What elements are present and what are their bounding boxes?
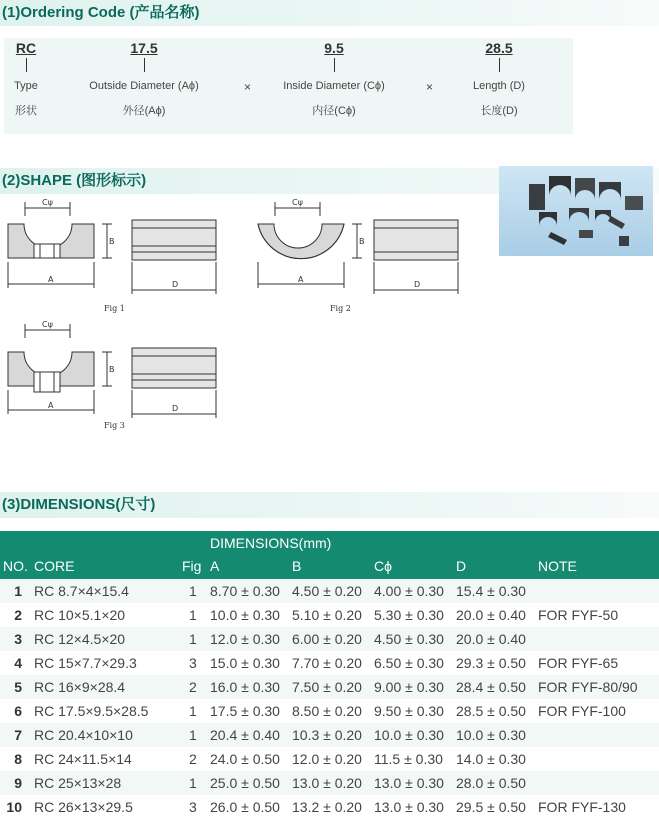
cell-c: 11.5 ± 0.30 <box>374 751 443 767</box>
cell-fig: 1 <box>189 775 197 791</box>
fig-label-c: Cψ <box>42 320 53 329</box>
cell-b: 7.50 ± 0.20 <box>292 679 362 695</box>
ordering-label-en: Outside Diameter (Aϕ) <box>89 80 199 92</box>
dimensions-table <box>0 531 659 819</box>
cell-note: FOR FYF-80/90 <box>538 679 638 695</box>
product-photo <box>499 166 653 256</box>
ordering-item-inside-diameter <box>264 40 404 117</box>
cell-d: 28.0 ± 0.50 <box>456 775 526 791</box>
fig-label-b: B <box>109 237 115 246</box>
cell-c: 6.50 ± 0.30 <box>374 655 444 671</box>
fig-label-d: D <box>414 280 421 289</box>
fig2-diagram <box>250 196 480 302</box>
cell-fig: 1 <box>189 583 197 599</box>
cell-core: RC 17.5×9.5×28.5 <box>34 703 149 719</box>
table-row <box>0 795 659 819</box>
ordering-code-inside-diameter: 9.5 <box>324 40 344 56</box>
cell-no: 7 <box>14 727 22 743</box>
table-row <box>0 603 659 627</box>
ordering-item-length <box>454 40 544 117</box>
table-row <box>0 771 659 795</box>
cell-c: 4.00 ± 0.30 <box>374 583 444 599</box>
cell-b: 4.50 ± 0.20 <box>292 583 362 599</box>
fig-label-a: A <box>298 275 304 284</box>
header-dimensions-group: DIMENSIONS(mm) <box>210 535 332 551</box>
cell-b: 5.10 ± 0.20 <box>292 607 362 623</box>
ordering-section-title: (1)Ordering Code (产品名称) <box>0 0 659 26</box>
ordering-label-en: Type <box>14 80 38 92</box>
ordering-tick <box>499 58 500 72</box>
cell-core: RC 20.4×10×10 <box>34 727 133 743</box>
table-row <box>0 723 659 747</box>
fig-label-a: A <box>48 275 54 284</box>
cell-a: 12.0 ± 0.30 <box>210 631 280 647</box>
cell-b: 12.0 ± 0.20 <box>292 751 362 767</box>
ordering-tick <box>144 58 145 72</box>
cell-core: RC 15×7.7×29.3 <box>34 655 137 671</box>
cell-no: 4 <box>14 655 22 671</box>
cell-c: 10.0 ± 0.30 <box>374 727 444 743</box>
cell-d: 14.0 ± 0.30 <box>456 751 526 767</box>
cell-d: 10.0 ± 0.30 <box>456 727 526 743</box>
table-row <box>0 675 659 699</box>
cell-d: 20.0 ± 0.40 <box>456 631 526 647</box>
cell-c: 5.30 ± 0.30 <box>374 607 444 623</box>
cell-no: 9 <box>14 775 22 791</box>
ordering-tick <box>26 58 27 72</box>
ordering-item-type <box>4 40 48 117</box>
cell-fig: 1 <box>189 631 197 647</box>
cell-d: 28.4 ± 0.50 <box>456 679 526 695</box>
cell-d: 20.0 ± 0.40 <box>456 607 526 623</box>
table-header <box>0 531 659 579</box>
cell-fig: 1 <box>189 607 197 623</box>
cell-core: RC 24×11.5×14 <box>34 751 132 767</box>
cell-a: 17.5 ± 0.30 <box>210 703 280 719</box>
ordering-tick <box>334 58 335 72</box>
table-row <box>0 627 659 651</box>
cell-a: 20.4 ± 0.40 <box>210 727 280 743</box>
ordering-code-outside-diameter: 17.5 <box>130 40 158 56</box>
cell-no: 5 <box>14 679 22 695</box>
cell-c: 13.0 ± 0.30 <box>374 799 444 815</box>
fig2-caption: Fig 2 <box>330 304 351 313</box>
cell-core: RC 16×9×28.4 <box>34 679 126 695</box>
cell-c: 9.50 ± 0.30 <box>374 703 444 719</box>
fig-label-d: D <box>172 280 179 289</box>
fig3-diagram <box>0 318 230 424</box>
cell-b: 6.00 ± 0.20 <box>292 631 362 647</box>
ordering-label-en: Length (D) <box>473 80 525 92</box>
fig-label-d: D <box>172 404 179 413</box>
cell-d: 28.5 ± 0.50 <box>456 703 526 719</box>
header-fig: Fig <box>182 558 202 574</box>
cell-fig: 3 <box>189 655 197 671</box>
cell-note: FOR FYF-100 <box>538 703 626 719</box>
cell-core: RC 26×13×29.5 <box>34 799 133 815</box>
header-d: D <box>456 558 467 574</box>
cell-fig: 2 <box>189 679 197 695</box>
cell-a: 10.0 ± 0.30 <box>210 607 280 623</box>
cell-no: 10 <box>6 799 22 815</box>
cell-fig: 3 <box>189 799 197 815</box>
cell-a: 26.0 ± 0.50 <box>210 799 280 815</box>
cell-note: FOR FYF-65 <box>538 655 619 671</box>
cell-no: 1 <box>14 583 22 599</box>
fig1-caption: Fig 1 <box>104 304 125 313</box>
cell-b: 7.70 ± 0.20 <box>292 655 362 671</box>
cell-note: FOR FYF-130 <box>538 799 626 815</box>
cell-b: 8.50 ± 0.20 <box>292 703 362 719</box>
fig3-caption: Fig 3 <box>104 421 125 430</box>
ordering-separator: × <box>426 80 434 94</box>
cell-b: 13.0 ± 0.20 <box>292 775 362 791</box>
fig-label-a: A <box>48 401 54 410</box>
cell-d: 29.5 ± 0.50 <box>456 799 526 815</box>
cell-core: RC 12×4.5×20 <box>34 631 126 647</box>
ordering-label-cn: 外径(Aϕ) <box>122 105 166 117</box>
cell-core: RC 25×13×28 <box>34 775 122 791</box>
cell-c: 4.50 ± 0.30 <box>374 631 444 647</box>
header-a: A <box>210 558 220 574</box>
header-no: NO. <box>3 558 28 574</box>
cell-note: FOR FYF-50 <box>538 607 619 623</box>
cell-fig: 1 <box>189 727 197 743</box>
fig-label-b: B <box>359 237 365 246</box>
ordering-code-type: RC <box>15 40 37 56</box>
ordering-label-cn: 形状 <box>15 105 37 117</box>
header-c: Cϕ <box>374 558 392 574</box>
ordering-separator: × <box>244 80 252 94</box>
shape-section-title: (2)SHAPE (图形标示) <box>0 168 659 194</box>
ordering-label-en: Inside Diameter (Cϕ) <box>283 80 385 92</box>
fig-label-c: Cψ <box>292 198 303 207</box>
cell-b: 10.3 ± 0.20 <box>292 727 362 743</box>
cell-c: 9.00 ± 0.30 <box>374 679 444 695</box>
cell-no: 8 <box>14 751 22 767</box>
cell-core: RC 8.7×4×15.4 <box>34 583 129 599</box>
cell-no: 3 <box>14 631 22 647</box>
cell-a: 16.0 ± 0.30 <box>210 679 280 695</box>
ordering-label-cn: 长度(D) <box>480 105 518 117</box>
table-row <box>0 579 659 603</box>
ordering-code-box <box>4 38 573 134</box>
header-core: CORE <box>34 558 75 574</box>
cell-c: 13.0 ± 0.30 <box>374 775 444 791</box>
cell-d: 15.4 ± 0.30 <box>456 583 526 599</box>
dimensions-section-title: (3)DIMENSIONS(尺寸) <box>0 492 659 518</box>
cell-no: 2 <box>14 607 22 623</box>
ordering-code-length: 28.5 <box>485 40 513 56</box>
cell-a: 15.0 ± 0.30 <box>210 655 280 671</box>
ordering-label-cn: 内径(Cϕ) <box>312 105 356 117</box>
fig1-diagram <box>0 196 230 302</box>
table-row <box>0 699 659 723</box>
cell-core: RC 10×5.1×20 <box>34 607 126 623</box>
cell-a: 8.70 ± 0.30 <box>210 583 280 599</box>
cell-fig: 1 <box>189 703 197 719</box>
table-row <box>0 651 659 675</box>
header-b: B <box>292 558 302 574</box>
cell-b: 13.2 ± 0.20 <box>292 799 362 815</box>
cell-fig: 2 <box>189 751 197 767</box>
cell-a: 24.0 ± 0.50 <box>210 751 280 767</box>
cell-a: 25.0 ± 0.50 <box>210 775 280 791</box>
fig-label-c: Cψ <box>42 198 53 207</box>
ordering-item-outside-diameter <box>74 40 214 117</box>
cell-d: 29.3 ± 0.50 <box>456 655 526 671</box>
table-row <box>0 747 659 771</box>
fig-label-b: B <box>109 365 115 374</box>
header-note: NOTE <box>538 558 577 574</box>
cell-no: 6 <box>14 703 22 719</box>
table-body <box>0 579 659 819</box>
